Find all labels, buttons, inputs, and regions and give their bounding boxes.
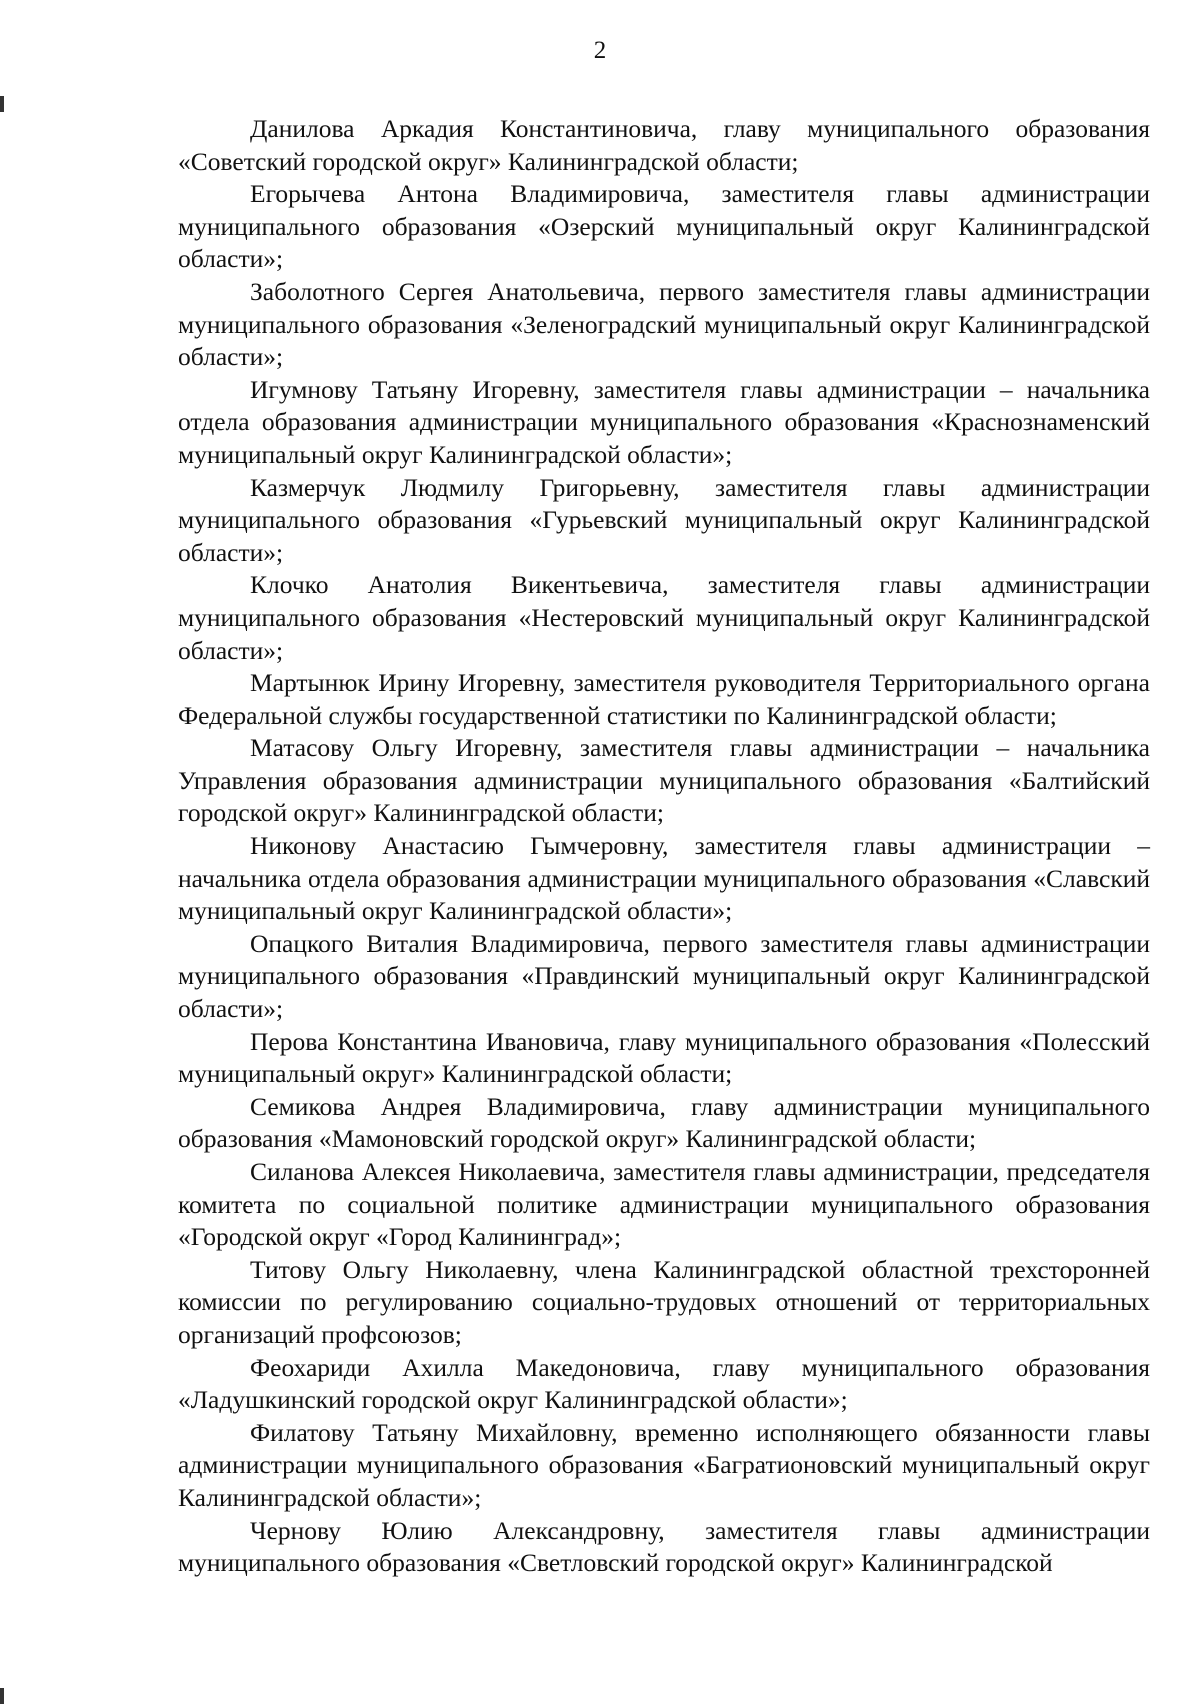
paragraph-perov: Перова Константина Ивановича, главу муниципального образования «Полесский муниципальный округ» Калининградской области; xyxy=(178,1026,1150,1089)
paragraph-opatsky: Опацкого Виталия Владимировича, первого заместителя главы администрации муниципального образования «Правдинский муниципальный округ Калининградской области»; xyxy=(178,928,1150,1024)
scan-edge-mark-top xyxy=(0,96,4,112)
paragraph-igumnova: Игумнову Татьяну Игоревну, заместителя главы администрации – начальника отдела образования администрации муниципального образования «Краснознаменский муниципальный округ Калининградской области»; xyxy=(178,374,1150,469)
paragraph-martynyuk: Мартынюк Ирину Игоревну, заместителя руководителя Территориального органа Федеральной службы государственной статистики по Калининградской области; xyxy=(178,668,1150,730)
document-body xyxy=(178,113,1150,1580)
paragraph-filatova: Филатову Татьяну Михайловну, временно исполняющего обязанности главы администрации муниципального образования «Багратионовский муниципальный округ Калининградской области»; xyxy=(178,1417,1150,1512)
paragraph-chernova: Чернову Юлию Александровну, заместителя главы администрации муниципального образования «Светловский городской округ» Калининградской xyxy=(178,1515,1150,1578)
paragraph-zabolotny: Заболотного Сергея Анатольевича, первого заместителя главы администрации муниципального образования «Зеленоградский муниципальный округ Калининградской области»; xyxy=(178,276,1150,372)
scan-edge-mark-bottom xyxy=(0,1688,4,1704)
page-number: 2 xyxy=(593,37,607,64)
paragraph-semikov: Семикова Андрея Владимировича, главу администрации муниципального образования «Мамоновский городской округ» Калининградской области; xyxy=(178,1091,1150,1154)
paragraph-nikonova: Никонову Анастасию Гымчеровну, заместителя главы администрации – начальника отдела образования администрации муниципального образования «Славский муниципальный округ Калининградской области»; xyxy=(178,831,1150,926)
paragraph-danilov: Данилова Аркадия Константиновича, главу муниципального образования «Советский городской округ» Калининградской области; xyxy=(178,114,1150,176)
paragraph-titova: Титову Ольгу Николаевну, члена Калининградской областной трехсторонней комиссии по регулированию социально-трудовых отношений от территориальных организаций профсоюзов; xyxy=(178,1254,1150,1349)
paragraph-matasova: Матасову Ольгу Игоревну, заместителя главы администрации – начальника Управления образования администрации муниципального образования «Балтийский городской округ» Калининградской области; xyxy=(178,733,1150,828)
paragraph-kazmerchuk: Казмерчук Людмилу Григорьевну, заместителя главы администрации муниципального образования «Гурьевский муниципальный округ Калининградской области»; xyxy=(178,472,1150,567)
paragraph-feokharidi: Феохариди Ахилла Македоновича, главу муниципального образования «Ладушкинский городской округ Калининградской области»; xyxy=(178,1352,1150,1415)
paragraph-egorychev: Егорычева Антона Владимировича, заместителя главы администрации муниципального образования «Озерский муниципальный округ Калининградской области»; xyxy=(178,179,1150,274)
paragraph-silanov: Силанова Алексея Николаевича, заместителя главы администрации, председателя комитета по социальной политике администрации муниципального образования «Городской округ «Город Калининград»; xyxy=(178,1157,1150,1252)
paragraph-klochko: Клочко Анатолия Викентьевича, заместителя главы администрации муниципального образования «Нестеровский муниципальный округ Калининградской области»; xyxy=(178,570,1150,665)
